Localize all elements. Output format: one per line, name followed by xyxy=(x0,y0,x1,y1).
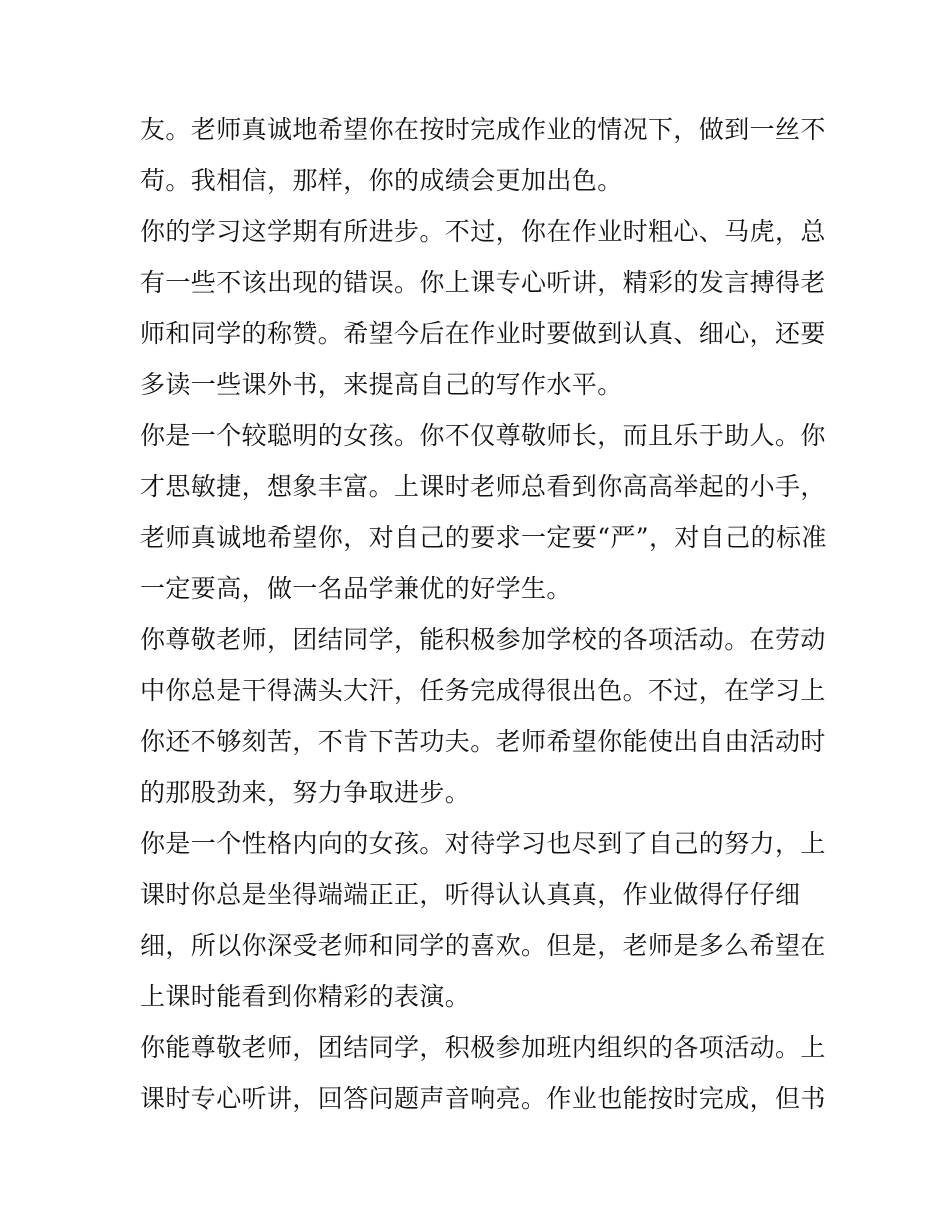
text-line: 中你总是干得满头大汗，任务完成得很出色。不过，在学习上 xyxy=(140,676,826,705)
text-line: 老师真诚地希望你，对自己的要求一定要“严”，对自己的标准 xyxy=(140,523,827,552)
text-line: 一定要高，做一名品学兼优的好学生。 xyxy=(140,574,572,603)
text-line: 友。老师真诚地希望你在按时完成作业的情况下，做到一丝不 xyxy=(140,115,826,144)
text-line: 师和同学的称赞。希望今后在作业时要做到认真、细心，还要 xyxy=(140,319,826,348)
text-line: 有一些不该出现的错误。你上课专心听讲，精彩的发言搏得老 xyxy=(140,268,826,297)
text-line: 你的学习这学期有所进步。不过，你在作业时粗心、马虎，总 xyxy=(140,217,826,246)
text-line: 你还不够刻苦，不肯下苦功夫。老师希望你能使出自由活动时 xyxy=(140,727,826,756)
text-line: 课时你总是坐得端端正正，听得认认真真，作业做得仔仔细 xyxy=(140,880,801,909)
text-line: 多读一些课外书，来提高自己的写作水平。 xyxy=(140,370,623,399)
text-line: 苟。我相信，那样，你的成绩会更加出色。 xyxy=(140,166,623,195)
text-line: 你能尊敬老师，团结同学，积极参加班内组织的各项活动。上 xyxy=(140,1033,826,1062)
text-line: 你是一个性格内向的女孩。对待学习也尽到了自己的努力，上 xyxy=(140,829,826,858)
text-line: 上课时能看到你精彩的表演。 xyxy=(140,982,471,1011)
text-line: 你尊敬老师，团结同学，能积极参加学校的各项活动。在劳动 xyxy=(140,625,826,654)
text-line: 细，所以你深受老师和同学的喜欢。但是，老师是多么希望在 xyxy=(140,931,826,960)
text-line: 才思敏捷，想象丰富。上课时老师总看到你高高举起的小手， xyxy=(140,472,826,501)
text-line: 的那股劲来，努力争取进步。 xyxy=(140,778,471,807)
document-body xyxy=(140,104,827,1124)
text-line: 课时专心听讲，回答问题声音响亮。作业也能按时完成，但书 xyxy=(140,1084,826,1113)
text-line: 你是一个较聪明的女孩。你不仅尊敬师长，而且乐于助人。你 xyxy=(140,421,826,450)
